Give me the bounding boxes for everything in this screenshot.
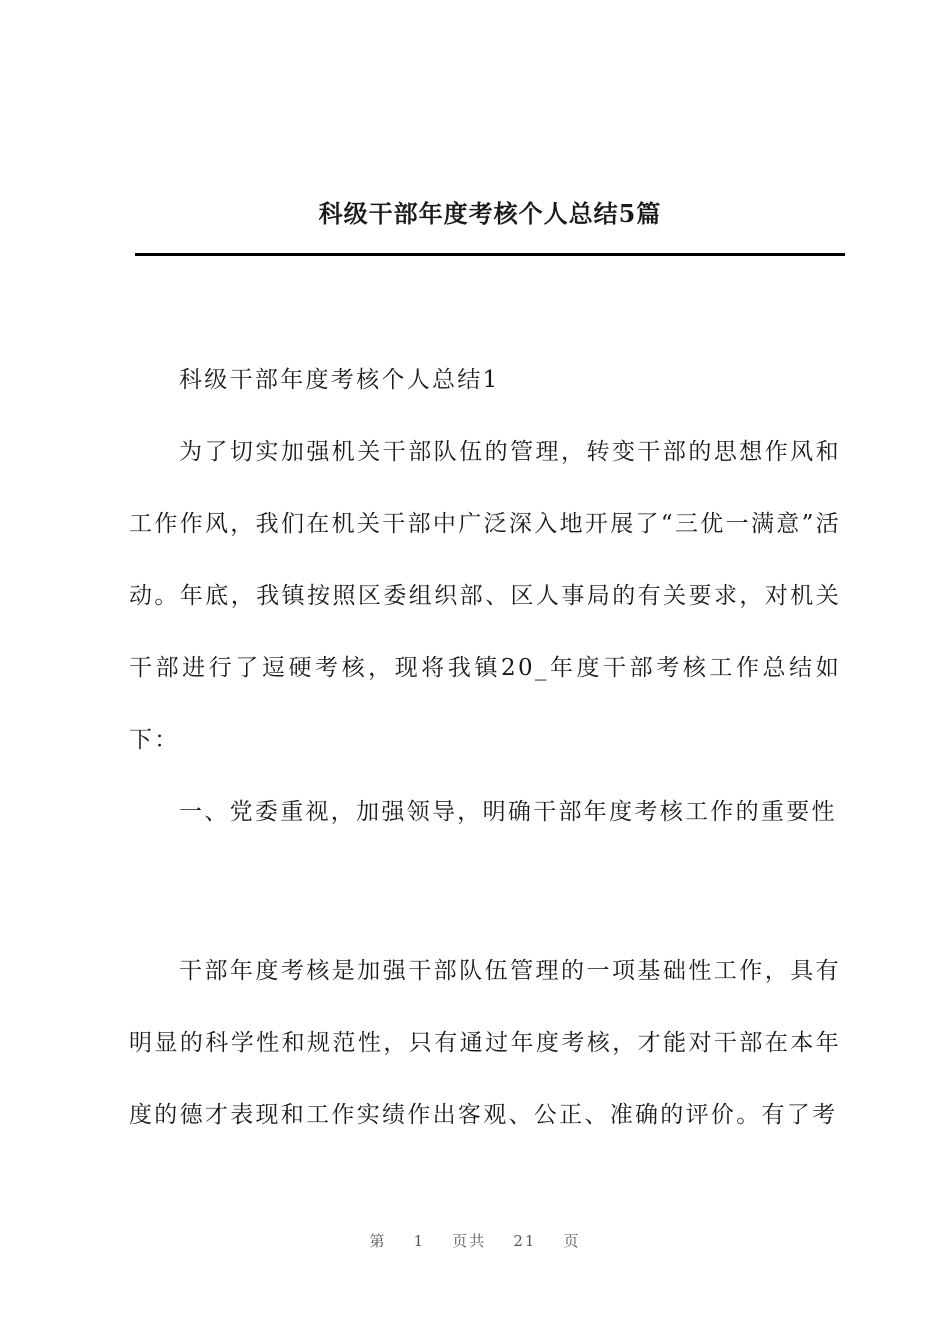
footer-current-page: 1 bbox=[413, 1232, 426, 1250]
document-title: 科级干部年度考核个人总结5篇 bbox=[318, 199, 662, 228]
body-paragraph: 干部年度考核是加强干部队伍管理的一项基础性工作，具有明显的科学性和规范性，只有通过年度考核，才能对干部在本年度的德才表现和工作实绩作出客观、公正、准确的评价。有了考 bbox=[129, 958, 841, 1128]
title-underline bbox=[135, 253, 845, 256]
footer-total-pages: 21 bbox=[513, 1232, 537, 1250]
section-heading: 一、党委重视，加强领导，明确干部年度考核工作的重要性 bbox=[179, 799, 837, 825]
footer-suffix: 页 bbox=[563, 1232, 581, 1250]
footer-mid: 页共 bbox=[452, 1232, 487, 1250]
body-paragraph: 为了切实加强机关干部队伍的管理，转变干部的思想作风和工作作风，我们在机关干部中广泛深入地开展了“三优一满意”活动。年底，我镇按照区委组织部、区人事局的有关要求，对机关干部进行了逗硬考核，现将我镇20_年度干部考核工作总结如下： bbox=[129, 439, 841, 753]
page-footer bbox=[0, 1230, 950, 1251]
footer-prefix: 第 bbox=[369, 1232, 387, 1250]
document-body bbox=[129, 344, 841, 1151]
section-subtitle: 科级干部年度考核个人总结1 bbox=[179, 367, 500, 393]
